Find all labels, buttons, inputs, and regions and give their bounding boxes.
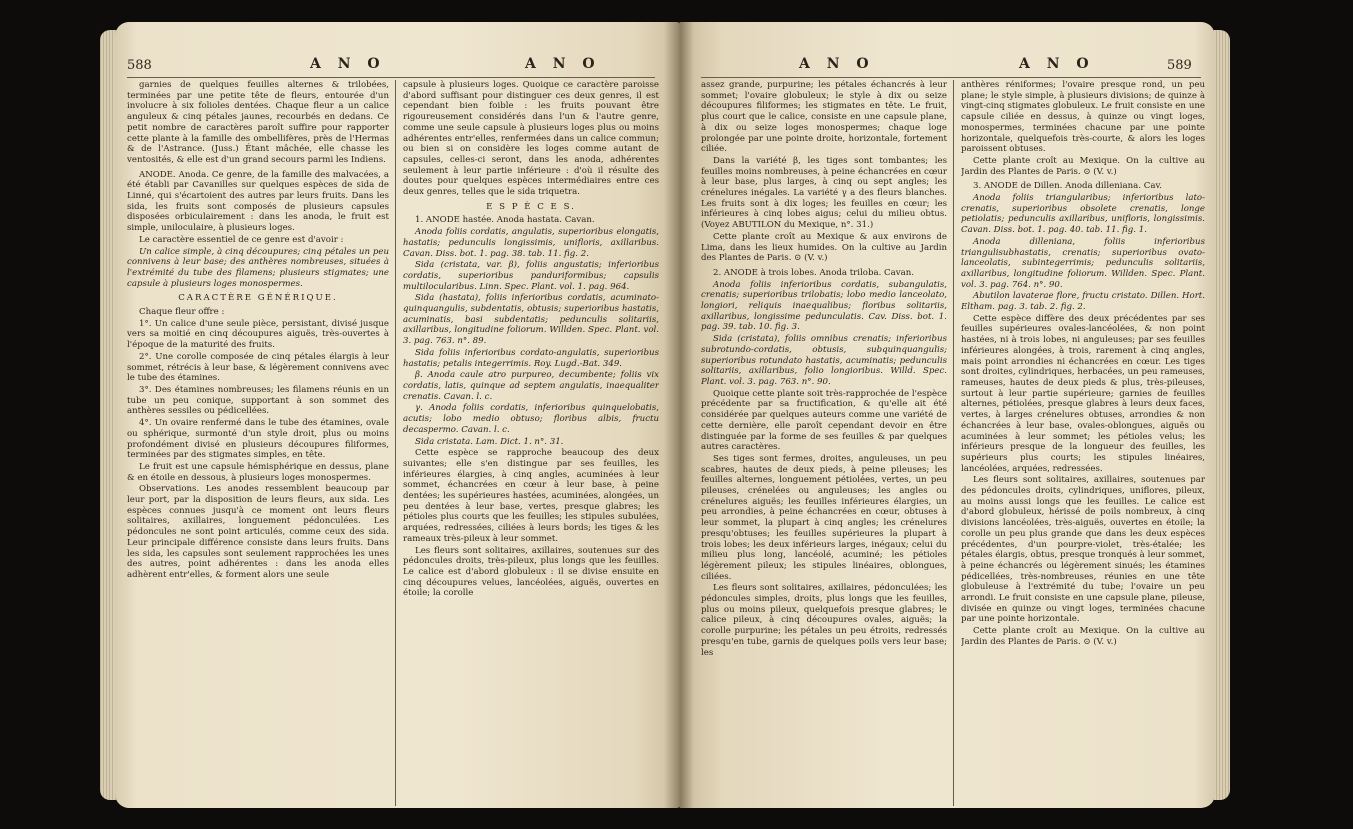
page-edges-left xyxy=(100,30,116,800)
paragraph: Abutilon lavaterae flore, fructu cristato. Dillen. Hort. Eltham. pag. 3. tab. 2. fig. 2. xyxy=(961,291,1205,313)
right-page-number: 589 xyxy=(1167,58,1192,73)
paragraph: Anoda foliis triangularibus; inferioribus lato-crenatis, superioribus obsolete crenatis, longe petiolatis; pedunculis axillaribus, unifloris, longissimis. Cavan. Diss. bot. 1. pag. 40. tab. 11. fig. 1. xyxy=(961,193,1205,236)
page-edges-right xyxy=(1214,30,1230,800)
paragraph: 1°. Un calice d'une seule pièce, persistant, divisé jusque vers sa moitié en cinq découpures aiguës, très-ouvertes à l'époque de la maturité des fruits. xyxy=(127,318,389,351)
section-heading: E S P È C E S. xyxy=(486,201,576,212)
paragraph: garnies de quelques feuilles alternes & trilobées, terminées par une petite tête de fleurs, entourée d'un involucre à six folioles dentées. Chaque fleur a un calice anguleux & cinq pétales jaunes, recourbés en dedans. Ce petit nombre de caractères paroît suffire pour rapporter cette plante à la famille des ombellifères, près de l'Hermas & de l'Astrance. (Juss.) Étant mâchée, elle chasse les ventosités, & elle est d'un grand secours parmi les Indiens. xyxy=(127,80,389,165)
paragraph: Le caractère essentiel de ce genre est d'avoir : xyxy=(139,234,344,245)
right-running-head-col2: A N O xyxy=(1019,56,1095,72)
paragraph: 2. ANODE à trois lobes. Anoda triloba. Cavan. xyxy=(713,267,914,278)
paragraph: Dans la variété β, les tiges sont tombantes; les feuilles moins nombreuses, à peine échancrées en cœur à leur base, plus larges, à cinq ou sept angles; les crénelures inégales. La variété γ a des fleurs blanches. Les fruits sont à dix loges; les feuilles en cœur; les inférieures à cinq lobes aigus; celui du milieu obtus. (Voyez ABUTILON du Mexique, n°. 31.) xyxy=(701,155,947,231)
paragraph: Sida (hastata), foliis inferioribus cordatis, acuminato-quinquangulis, subdentatis, obtusis; superioribus hastatis, acuminatis, basi subdentatis; pedunculis solitariis, axillaribus, longitudine foliorum. Willden. Spec. Plant. vol. 3. pag. 763. n°. 89. xyxy=(403,293,659,347)
right-page xyxy=(679,22,1215,808)
left-column-divider xyxy=(395,80,396,806)
paragraph: Cette plante croît au Mexique. On la cultive au Jardin des Plantes de Paris. ⊙ (V. v.) xyxy=(961,155,1205,177)
right-column-divider xyxy=(953,80,954,806)
paragraph: 1. ANODE hastée. Anoda hastata. Cavan. xyxy=(415,215,595,226)
paragraph: 3. ANODE de Dillen. Anoda dilleniana. Cav. xyxy=(973,181,1163,192)
paragraph: Les fleurs sont solitaires, axillaires, soutenues par des pédoncules droits, cylindriques, uniflores, pileux, au moins aussi longs que les feuilles. Le calice est d'abord globuleux, hérissé de poils nombreux, à cinq divisions lancéolées, très-aiguës, ouvertes en étoile; la corolle un peu plus grande que dans les deux espèces précédentes, d'un pourpre-violet, très-étalée; les pétales élargis, obtus, presque tronqués à leur sommet, à peine échancrés ou légèrement sinués; les étamines pédicellées, très-nombreuses, réunies en une tête globuleuse à l'extrémité du tube; l'ovaire un peu arrondi. Le fruit consiste en une capsule plane, pileuse, divisée en quinze ou vingt loges, terminées chacune par une pointe horizontale. xyxy=(961,475,1205,625)
paragraph: Anoda foliis cordatis, angulatis, superioribus elongatis, hastatis; pedunculis longissimis, unifloris, axillaribus. Cavan. Diss. bot. 1. pag. 38. tab. 11. fig. 2. xyxy=(403,227,659,259)
paragraph: Cette espèce se rapproche beaucoup des deux suivantes; elle s'en distingue par ses feuilles, les inférieures élargies, à cinq angles, acuminées à leur sommet, échancrées en cœur à leur base, à peine dentées; les supérieures hastées, acuminées, alongées, un peu dentées à leur base, vertes, presque glabres; les pétioles plus courts que les feuilles; les stipules subulées, arquées, redressées, ciliées à leurs bords; les tiges & les rameaux très-pileux à leur sommet. xyxy=(403,448,659,544)
right-column-1 xyxy=(701,80,947,808)
paragraph: Anoda foliis inferioribus cordatis, subangulatis, crenatis; superioribus trilobatis; lobo medio lanceolato, longiori, reliquis inaequalibus; floribus solitariis, axillaribus, longissime pedunculatis. Cav. Diss. bot. 1. pag. 39. tab. 10. fig. 3. xyxy=(701,279,947,333)
paragraph: Ses tiges sont fermes, droites, anguleuses, un peu scabres, hautes de deux pieds, à peine pileuses; les feuilles alternes, longuement pétiolées, vertes, un peu pileuses, crénelées ou anguleuses; les angles ou crénelures aiguës; les feuilles inférieures élargies, un peu arrondies, à peine échancrées en cœur, obtuses à leur sommet, la plupart à cinq angles; les crénelures presqu'obtuses; les feuilles supérieures la plupart à trois lobes; les deux inférieurs larges, inégaux; celui du milieu plus long, lancéolé, acuminé; les pétioles légèrement pileux; les stipules linéaires, oblongues, ciliées. xyxy=(701,453,947,582)
paragraph: Un calice simple, à cinq découpures; cinq pétales un peu connivens à leur base; des anthères nombreuses, situées à l'extrémité du tube des filamens; plusieurs stigmates; une capsule à plusieurs loges monospermes. xyxy=(127,246,389,289)
paragraph: 4°. Un ovaire renfermé dans le tube des étamines, ovale ou sphérique, surmonté d'un style droit, plus ou moins profondément divisé en plusieurs découpures filiformes, terminées par des stigmates simples, en tête. xyxy=(127,418,389,461)
paragraph: Sida foliis inferioribus cordato-angulatis, superioribus hastatis; petalis integerrimis. Roy. Lugd.-Bat. 349. xyxy=(403,347,659,369)
left-running-head-col2: A N O xyxy=(525,56,601,72)
paragraph: Chaque fleur offre : xyxy=(139,307,225,318)
paragraph: Quoique cette plante soit très-rapprochée de l'espèce précédente par sa fructification, & qu'elle ait été considérée par quelques auteurs comme une variété de cette dernière, elle paroît cependant devoir en être distinguée par la forme de ses feuilles & par quelques autres caractères. xyxy=(701,388,947,453)
paragraph: Le fruit est une capsule hémisphérique en dessus, plane & en étoile en dessous, à plusieurs loges monospermes. xyxy=(127,461,389,483)
left-page-number: 588 xyxy=(127,58,152,73)
paragraph: Les fleurs sont solitaires, axillaires, pédonculées; les pédoncules simples, droits, plus longs que les feuilles, plus ou moins pileux, quelquefois presque glabres; le calice pileux, à cinq découpures ovales, aiguës; la corolle purpurine; les pétales un peu étroits, redressés presqu'en tube, garnis de quelques poils vers leur base; les xyxy=(701,583,947,658)
paragraph: 3°. Des étamines nombreuses; les filamens réunis en un tube un peu conique, supportant à son sommet des anthères sessiles ou pédicellées. xyxy=(127,384,389,417)
section-heading: CARACTÈRE GÉNÉRIQUE. xyxy=(178,293,338,304)
paragraph: ANODE. Anoda. Ce genre, de la famille des malvacées, a été établi par Cavanilles sur quelques espèces de sida de Linné, qui s'écartoient des autres par leurs fruits. Dans les sida, les fruits sont composés de plusieurs capsules disposées orbiculairement : dans les anoda, le fruit est simple, uniloculaire, à plusieurs loges. xyxy=(127,169,389,234)
paragraph: Cette plante croît au Mexique & aux environs de Lima, dans les lieux humides. On la cultive au Jardin des Plantes de Paris. ⊙ (V. v.) xyxy=(701,231,947,264)
right-header-rule xyxy=(701,77,1201,78)
paragraph: Sida cristata. Lam. Dict. 1. n°. 31. xyxy=(415,436,564,447)
left-column-1 xyxy=(127,80,389,808)
paragraph: β. Anoda caule atro purpureo, decumbente; foliis vix cordatis, latis, quinque ad septem angulatis, inaequaliter crenatis. Cavan. l. c. xyxy=(403,370,659,402)
paragraph: Cette plante croît au Mexique. On la cultive au Jardin des Plantes de Paris. ⊙ (V. v.) xyxy=(961,626,1205,647)
paragraph: Cette espèce diffère des deux précédentes par ses feuilles supérieures ovales-lancéolées, & non point hastées, ni à trois lobes, ni anguleuses; par ses feuilles inférieures alongées, à trois, rarement à cinq angles, mais point arrondies ni échancrées en cœur. Les tiges sont droites, cylindriques, herbacées, un peu rameuses, rameuses, hautes de deux pieds & plus, très-pileuses, surtout à leur partie supérieure; garnies de feuilles alternes, pétiolées, presque glabres à leurs deux faces, vertes, à larges crénelures obtuses, arrondies & non échancrées à leur base, ovales-oblongues, aiguës ou acuminées à leur sommet; les pétioles velus; les inférieurs presque de la longueur des feuilles, les supérieurs plus courts; les stipules linéaires, lancéolées, arquées, redressées. xyxy=(961,313,1205,474)
paragraph: Les fleurs sont solitaires, axillaires, soutenues sur des pédoncules droits, très-pileux, plus longs que les feuilles. Le calice est d'abord globuleux : il se divise ensuite en cinq découpures velues, lancéolées, aiguës, ouvertes en étoile; la corolle xyxy=(403,545,659,599)
paragraph: 2°. Une corolle composée de cinq pétales élargis à leur sommet, rétrécis à leur base, & légèrement connivens avec le tube des étamines. xyxy=(127,351,389,384)
left-column-2 xyxy=(403,80,659,808)
paragraph: γ. Anoda foliis cordatis, inferioribus quinquelobatis, acutis; lobo medio obtuso; floribus albis, fructu decaspermo. Cavan. l. c. xyxy=(403,403,659,435)
paragraph: Sida (cristata), foliis omnibus crenatis; inferioribus subrotundo-cordatis, obtusis, subquinquangulis; superioribus rotundato hastatis, acuminatis; pedunculis solitariis, axillaribus, folio longioribus. Willd. Spec. Plant. vol. 3. pag. 763. n°. 90. xyxy=(701,334,947,387)
paragraph: Sida (cristata, var. β), foliis angustatis; inferioribus cordatis, superioribus panduriformibus; capsulis multilocularibus. Linn. Spec. Plant. vol. 1. pag. 964. xyxy=(403,260,659,292)
right-column-2 xyxy=(961,80,1205,808)
right-running-head: A N O xyxy=(799,56,875,72)
paragraph: capsule à plusieurs loges. Quoique ce caractère paroisse d'abord suffisant pour distinguer ces deux genres, il est cependant bien foible : les fruits pouvant être rigoureusement considérés dans l'un & l'autre genre, comme une seule capsule à plusieurs loges plus ou moins adhérentes entr'elles, renfermées dans un calice commun; ou bien si on considère les loges comme autant de capsules, celles-ci seront, dans les anoda, adhérentes seulement à leur partie inférieure : d'où il résulte des doutes pour quelques espèces intermédiaires entre ces deux genres, telles que le sida triquetra. xyxy=(403,80,659,198)
left-page xyxy=(115,22,679,808)
left-header-rule xyxy=(127,77,655,78)
left-running-head: A N O xyxy=(310,56,386,72)
paragraph: Observations. Les anodes ressemblent beaucoup par leur port, par la disposition de leurs fleurs, aux sida. Les espèces connues jusqu'à ce moment ont leurs fleurs solitaires, axillaires, longuement pédonculées. Les pédoncules ne sont point articulés, comme ceux des sida. Leur principale différence consiste dans leurs fruits. Dans les sida, les capsules sont seulement rapprochées les unes des autres, point adhérentes : dans les anoda elles adhèrent entr'elles, & forment alors une seule xyxy=(127,484,389,580)
paragraph: anthères réniformes; l'ovaire presque rond, un peu plane; le style simple, à plusieurs divisions; de quinze à vingt-cinq stigmates globuleux. Le fruit consiste en une capsule ciliée en dessus, à quinze ou vingt loges, monospermes, terminées chacune par une pointe horizontale, quelquefois très-courte, & alors les loges paroissent obtuses. xyxy=(961,80,1205,155)
paragraph: assez grande, purpurine; les pétales échancrés à leur sommet; l'ovaire globuleux; le style à dix ou seize découpures filiformes; les stigmates en tête. Le fruit, plus court que le calice, consiste en une capsule plane, à dix ou seize loges monospermes; chaque loge prolongée par une pointe droite, horizontale, fortement ciliée. xyxy=(701,80,947,155)
paragraph: Anoda dilleniana, foliis inferioribus triangulisubhastatis, crenatis; superioribus ovato-lanceolatis, subintegerrimis; pedunculis solitariis, axillaribus, longitudine foliorum. Willden. Spec. Plant. vol. 3. pag. 764. n°. 90. xyxy=(961,236,1205,290)
